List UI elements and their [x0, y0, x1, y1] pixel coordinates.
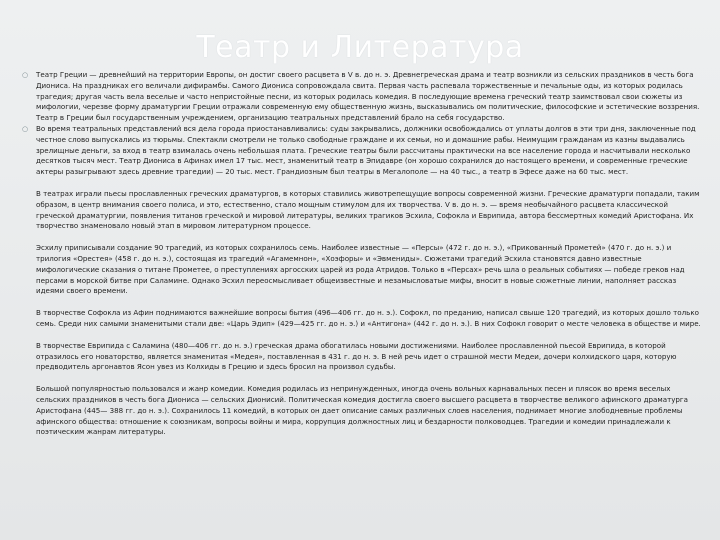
- slide-body: [20, 70, 702, 438]
- bullet-icon: ○: [22, 124, 29, 133]
- paragraph-theatre-festivals: [20, 124, 702, 178]
- spacer: [20, 178, 702, 189]
- paragraph-text: В творчестве Софокла из Афин поднимаются важнейшие вопросы бытия (496—406 гг. до н. э.). Софокл, по преданию, написал свыше 120 трагедий, из которых дошло только семь. Среди них самыми знаменитыми стали две: «Царь Эдип» (429—425 гг. до н. э.) и «Антигона» (442 г. до н. э.). В них Софокл говорит о месте человека в обществе и мире.: [36, 308, 701, 328]
- paragraph-dramatists: [20, 189, 702, 232]
- paragraph-text: Во время театральных представлений вся дела города приостанавливались: суды закрывались, должники освобождались от уплаты долгов в эти три дня, заключенные под честное слово выпускались из тюрьмы. Спектакли смотрели не только свободные граждане и их семьи, но и домашние рабы. Неимущим гражданам из казны выдавались зрелищные деньги, за вход в театр взималась очень небольшая плата. Греческие театры были рассчитаны практически на все население города и насчитывали несколько десятков тысяч мест. Театр Диониса в Афинах имел 17 тыс. мест, знаменитый театр в Эпидавре (он хорошо сохранился до настоящего времени, и современные греческие актеры разыгрывают здесь древние трагедии) — 20 тыс. мест. Грандиозным был театры в Мегалополе — на 40 тыс., а театр в Эфесе даже на 60 тыс. мест.: [36, 123, 696, 177]
- paragraph-text: Большой популярностью пользовался и жанр комедии. Комедия родилась из непринужденных, иногда очень вольных карнавальных песен и плясок во время веселых сельских праздников в честь бога Диониса — сельских Дионисий. Политическая комедия достигла своего высшего расцвета в творчестве великого афинского драматурга Аристофана (445— 388 гг. до н. э.). Сохранилось 11 комедий, в которых он дает описание самых различных слоев населения, поднимает многие злободневные проблемы афинского общества: отношение к союзникам, вопросы войны и мира, коррупция должностных лиц и бездарности полководцев. Трагедии и комедии принадлежали к поэтическим жанрам литературы.: [36, 384, 688, 437]
- spacer: [20, 297, 702, 308]
- spacer: [20, 232, 702, 243]
- paragraph-text: Эсхилу приписывали создание 90 трагедий, из которых сохранилось семь. Наиболее известные — «Персы» (472 г. до н. э.), «Прикованный Прометей» (470 г. до н. э.) и трилогия «Орестея» (458 г. до н. э.), состоящая из трагедий «Агамемнон», «Хоэфоры» и «Эвмениды». Сюжетами трагедий Эсхила становятся давно известные мифологические сказания о титане Прометее, о преступлениях аргосских царей из рода Атридов. Только в «Персах» речь шла о реальных событиях — победе греков над персами в морской битве при Саламине. Однако Эсхил переосмысливает общеизвестные и незамысловатые мифы, вносит в новые сюжетные линии, наполняет рассказ идеями своего времени.: [36, 243, 685, 296]
- paragraph-euripides: [20, 341, 702, 373]
- paragraph-text: В творчестве Еврипида с Саламина (480—406 гг. до н. э.) греческая драма обогатилась новыми достижениями. Наиболее прославленной пьесой Еврипида, в которой отразилось его новаторство, является знаменитая «Медея», поставленная в 431 г. до н. э. В ней речь идет о страшной мести Медеи, дочери колхидского царя, которую предводитель аргонавтов Ясон увез из Колхиды в Грецию и здесь бросил на произвол судьбы.: [36, 340, 677, 372]
- paragraph-comedy: [20, 384, 702, 438]
- spacer: [20, 373, 702, 384]
- paragraph-aeschylus: [20, 243, 702, 297]
- slide-title: Театр и Литература: [196, 30, 524, 65]
- spacer: [20, 330, 702, 341]
- paragraph-sophocles: [20, 308, 702, 330]
- paragraph-text: Театр Греции — древнейший на территории Европы, он достиг своего расцвета в V в. до н. э. Древнегреческая драма и театр возникли из сельских праздников в честь бога Диониса. На праздниках его величали дифирамбы. Самого Диониса сопровождала свита. Первая часть распевала торжественные и печальные оды, из которых родилась трагедия; другая часть вела веселые и часто непристойные песни, из которых родилась комедия. В последующие времена греческий театр заимствовал свои сюжеты из мифологии, черезве форму драматургии Греции отражали современную ему общественную жизнь, высказывались ом политические, философские и эстетические воззрения. Театр в Греции был государственным учреждением, организацию театральных представлений брало на себя государство.: [36, 70, 700, 123]
- paragraph-theatre-origins: [20, 70, 702, 124]
- bullet-icon: ○: [22, 71, 29, 79]
- paragraph-text: В театрах играли пьесы прославленных греческих драматургов, в которых ставились животрепещущие вопросы современной жизни. Греческие драматурги попадали, таким образом, в центр внимания своего полиса, и это, естественно, стало мощным стимулом для их творчества. V в. до н. э. — время необычайного расцвета классической греческой драматургии, появления титанов греческой и мировой литературы, великих трагиков Эсхила, Софокла и Еврипида, автора бессмертных комедий Аристофана. Их творчество знаменовало новый этап в мировом литературном процессе.: [36, 188, 700, 231]
